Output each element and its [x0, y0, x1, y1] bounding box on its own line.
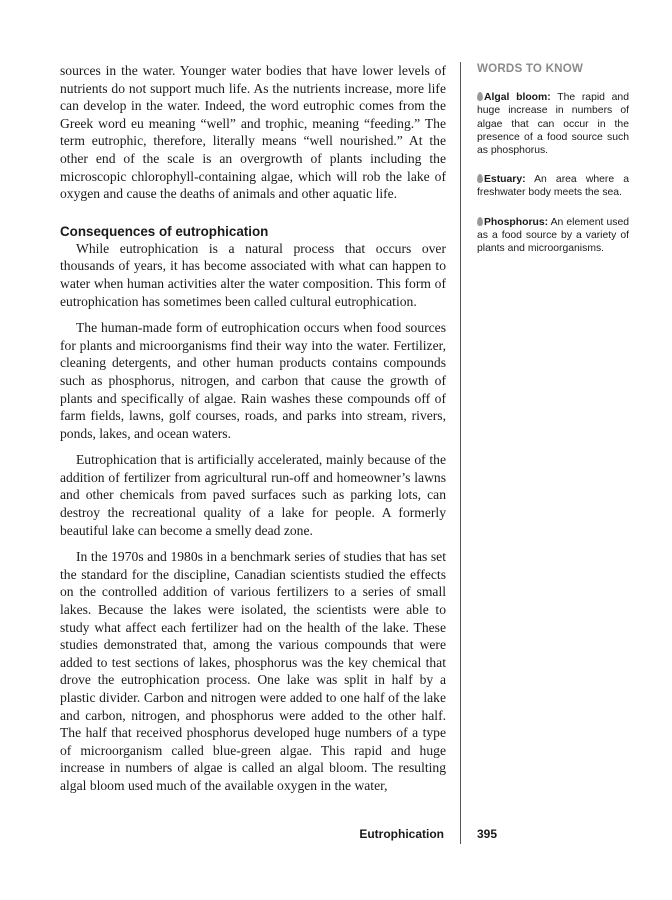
- glossary-definition: The rapid and huge increase in numbers of algae that can occur in the presence of a food source such as phosphorus.: [477, 92, 629, 157]
- glossary-term: Estuary:: [484, 174, 526, 186]
- glossary-definition: An area where a freshwater body meets the sea.: [477, 174, 629, 199]
- column-divider: [460, 62, 461, 844]
- paragraph-2: While eutrophication is a natural process that occurs over thousands of years, it has become associated with what can happen to water when human activities alter the water composition. This form of eutrophication has sometimes been called cultural eutrophication.: [60, 240, 446, 309]
- paragraph-3: The human-made form of eutrophication occurs when food sources for plants and microorganisms find their way into the water. Fertilizer, cleaning detergents, and other human products contains compounds such as phosphorus, nitrogen, and carbon that cause the growth of plants and specifically of algae. Rain washes these compounds off of farm fields, lawns, golf courses, roads, and parks into stream, rivers, ponds, lakes, and ocean waters.: [60, 320, 446, 441]
- drop-bullet-icon: [477, 92, 483, 101]
- words-to-know-sidebar: [477, 62, 629, 271]
- glossary-entry-estuary: [477, 173, 629, 199]
- glossary-entry-phosphorus: [477, 216, 629, 256]
- drop-bullet-icon: [477, 174, 483, 183]
- main-column: [60, 62, 446, 795]
- paragraph-1: sources in the water. Younger water bodies that have lower levels of nutrients do not support much life. As the nutrients increase, more life can develop in the water. Indeed, the word eutrophic comes from the Greek word eu meaning “well” and trophic, meaning “feeding.” The term eutrophic, therefore, literally means “well nourished.” At the other end of the scale is an overgrowth of plants including the microscopic chlorophyll-containing algae, which will rob the lake of oxygen and cause the deaths of animals and other aquatic life.: [60, 63, 446, 202]
- glossary-definition: An element used as a food source by a variety of plants and microorganisms.: [477, 216, 629, 255]
- paragraph-5: In the 1970s and 1980s in a benchmark series of studies that has set the standard for the discipline, Canadian scientists studied the effects on the controlled addition of various fertilizers to a series of small lakes. Because the lakes were isolated, the scientists were able to study what affect each fertilizer had on the health of the lake. These studies demonstrated that, among the various compounds that were added to test sections of lakes, phosphorus was the key chemical that drove the eutrophication process. One lake was split in half by a plastic divider. Carbon and nitrogen were added to one half of the lake and carbon, nitrogen, and phosphorus were added to the other half. The half that received phosphorus developed huge numbers of a type of microorganism called blue-green algae. This rapid and huge increase in numbers of algae is called an algal bloom. The resulting algal bloom used much of the available oxygen in the water,: [60, 549, 446, 793]
- sidebar-heading: WORDS TO KNOW: [477, 62, 584, 75]
- page-number: 395: [477, 827, 498, 841]
- running-footer-title: Eutrophication: [359, 827, 444, 841]
- glossary-term: Phosphorus:: [484, 216, 549, 228]
- drop-bullet-icon: [477, 217, 483, 226]
- glossary-term: Algal bloom:: [484, 92, 551, 104]
- section-heading: Consequences of eutrophication: [60, 223, 269, 239]
- paragraph-4: Eutrophication that is artificially accelerated, mainly because of the addition of fertilizer from agricultural run-off and homeowner’s lawns and other chemicals from paved surfaces such as parking lots, can destroy the recreational quality of a lake for people. A formerly beautiful lake can become a smelly dead zone.: [60, 452, 446, 538]
- glossary-entry-algal-bloom: [477, 91, 629, 157]
